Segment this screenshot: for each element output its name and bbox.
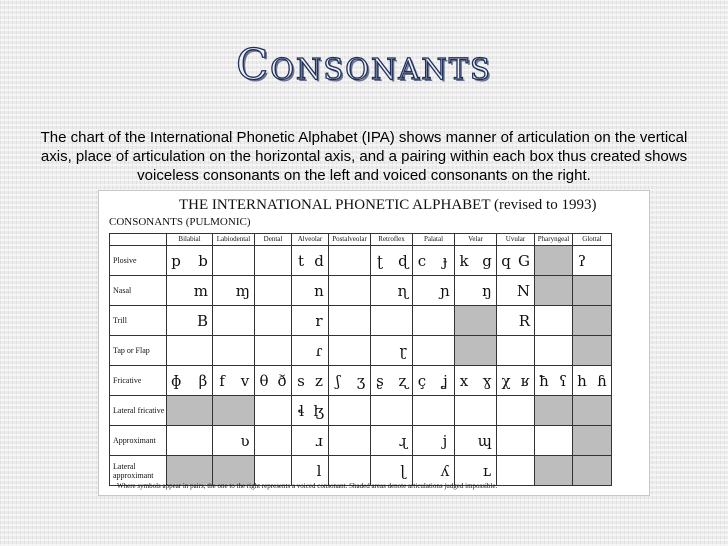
consonant-cell xyxy=(497,426,535,456)
consonant-cell xyxy=(497,276,535,306)
voiced-symbol: n xyxy=(314,281,324,300)
consonant-cell xyxy=(371,426,413,456)
manner-label: Lateral fricative xyxy=(110,396,167,426)
manner-row xyxy=(110,426,612,456)
voiceless-symbol: s xyxy=(297,371,305,390)
voiceless-symbol: t xyxy=(297,251,305,270)
impossible-articulation-cell xyxy=(455,306,497,336)
manner-row xyxy=(110,276,612,306)
consonant-cell xyxy=(329,306,371,336)
consonant-cell xyxy=(255,336,292,366)
impossible-articulation-cell xyxy=(573,276,612,306)
consonant-cell xyxy=(371,456,413,486)
consonant-cell xyxy=(167,306,213,336)
consonant-cell xyxy=(535,336,573,366)
place-header: Uvular xyxy=(497,234,535,246)
place-header: Velar xyxy=(455,234,497,246)
voiced-symbol: ɽ xyxy=(399,341,407,360)
place-header: Labiodental xyxy=(213,234,255,246)
consonant-cell xyxy=(455,276,497,306)
voiced-symbol: ɲ xyxy=(440,281,450,300)
consonant-cell xyxy=(329,426,371,456)
consonant-cell xyxy=(167,366,213,396)
place-header: Alveolar xyxy=(292,234,329,246)
consonant-cell xyxy=(497,396,535,426)
voiced-symbol: ɭ xyxy=(400,461,406,480)
voiceless-symbol: ç xyxy=(417,371,427,390)
ipa-chart-subtitle: CONSONANTS (PULMONIC) xyxy=(109,216,251,228)
voiced-symbol: m xyxy=(193,281,208,300)
voiced-symbol: ɟ xyxy=(442,251,448,270)
consonant-cell xyxy=(329,366,371,396)
voiced-symbol: l xyxy=(316,461,322,480)
consonant-cell xyxy=(213,276,255,306)
impossible-articulation-cell xyxy=(573,426,612,456)
consonant-cell xyxy=(497,306,535,336)
voiceless-symbol: q xyxy=(501,251,511,270)
consonant-cell xyxy=(455,456,497,486)
voiceless-symbol: ɸ xyxy=(171,371,182,390)
consonant-cell xyxy=(413,306,455,336)
impossible-articulation-cell xyxy=(167,456,213,486)
consonant-cell xyxy=(213,246,255,276)
voiceless-symbol: ʂ xyxy=(376,371,384,390)
impossible-articulation-cell xyxy=(213,456,255,486)
impossible-articulation-cell xyxy=(535,276,573,306)
voiceless-symbol: h xyxy=(577,371,587,390)
consonant-cell xyxy=(371,276,413,306)
voiced-symbol: b xyxy=(198,251,208,270)
consonant-cell xyxy=(413,456,455,486)
consonant-cell xyxy=(455,246,497,276)
impossible-articulation-cell xyxy=(535,456,573,486)
voiceless-symbol: ɬ xyxy=(297,401,305,420)
voiced-symbol: g xyxy=(482,251,492,270)
consonant-cell xyxy=(535,426,573,456)
ipa-header-row xyxy=(110,234,612,246)
consonant-cell xyxy=(455,426,497,456)
voiced-symbol: R xyxy=(518,311,530,330)
voiced-symbol: ɮ xyxy=(313,401,324,420)
place-header: Bilabial xyxy=(167,234,213,246)
consonant-cell xyxy=(292,456,329,486)
manner-label: Trill xyxy=(110,306,167,336)
ipa-chart-title: THE INTERNATIONAL PHONETIC ALPHABET (revised to 1993) xyxy=(179,197,597,213)
voiced-symbol: d xyxy=(314,251,324,270)
voiced-symbol: ɻ xyxy=(398,431,408,450)
place-header: Postalveolar xyxy=(329,234,371,246)
manner-row xyxy=(110,456,612,486)
impossible-articulation-cell xyxy=(213,396,255,426)
consonant-cell xyxy=(497,366,535,396)
consonant-cell xyxy=(167,246,213,276)
consonant-cell xyxy=(255,246,292,276)
consonant-cell xyxy=(535,366,573,396)
voiced-symbol: r xyxy=(315,311,323,330)
manner-row xyxy=(110,246,612,276)
consonant-cell xyxy=(371,246,413,276)
consonant-cell xyxy=(413,366,455,396)
manner-row xyxy=(110,366,612,396)
voiceless-symbol: f xyxy=(219,371,225,390)
voiced-symbol: ʋ xyxy=(240,431,250,450)
voiceless-symbol: θ xyxy=(259,371,269,390)
voiced-symbol: ʟ xyxy=(482,461,492,480)
consonant-cell xyxy=(329,456,371,486)
consonant-cell xyxy=(255,276,292,306)
consonant-cell xyxy=(497,246,535,276)
voiced-symbol: ɣ xyxy=(482,371,492,390)
consonant-cell xyxy=(292,246,329,276)
voiceless-symbol: c xyxy=(417,251,427,270)
consonant-cell xyxy=(413,246,455,276)
consonant-cell xyxy=(371,336,413,366)
voiced-symbol: ɳ xyxy=(397,281,408,300)
impossible-articulation-cell xyxy=(535,396,573,426)
voiced-symbol: v xyxy=(240,371,250,390)
ipa-consonant-table xyxy=(109,233,612,486)
impossible-articulation-cell xyxy=(573,336,612,366)
consonant-cell xyxy=(167,276,213,306)
place-header: Dental xyxy=(255,234,292,246)
voiced-symbol: ʒ xyxy=(356,371,366,390)
voiced-symbol: β xyxy=(198,371,208,390)
ipa-chart xyxy=(98,190,650,496)
voiceless-symbol: ħ xyxy=(539,371,549,390)
impossible-articulation-cell xyxy=(573,306,612,336)
place-header: Retroflex xyxy=(371,234,413,246)
place-header: Pharyngeal xyxy=(535,234,573,246)
impossible-articulation-cell xyxy=(573,456,612,486)
consonant-cell xyxy=(213,306,255,336)
voiced-symbol: ɖ xyxy=(398,251,408,270)
voiceless-symbol: ʈ xyxy=(376,251,384,270)
consonant-cell xyxy=(167,336,213,366)
impossible-articulation-cell xyxy=(455,336,497,366)
voiced-symbol: ʁ xyxy=(520,371,530,390)
consonant-cell xyxy=(292,336,329,366)
manner-row xyxy=(110,336,612,366)
voiced-symbol: ɱ xyxy=(235,281,250,300)
voiced-symbol: ɰ xyxy=(477,431,492,450)
consonant-cell xyxy=(213,426,255,456)
consonant-cell xyxy=(573,366,612,396)
manner-row xyxy=(110,306,612,336)
consonant-cell xyxy=(255,456,292,486)
header-corner xyxy=(110,234,167,246)
voiced-symbol: ʐ xyxy=(398,371,408,390)
voiceless-symbol: ʃ xyxy=(335,371,341,390)
voiced-symbol: ɾ xyxy=(315,341,323,360)
consonant-cell xyxy=(329,246,371,276)
consonant-cell xyxy=(255,426,292,456)
ipa-chart-footnote: Where symbols appear in pairs, the one to the right represents a voiced consonant. Shaded areas denote articulations judged impossible. xyxy=(117,482,498,490)
consonant-cell xyxy=(292,276,329,306)
consonant-cell xyxy=(455,366,497,396)
manner-label: Lateral approximant xyxy=(110,456,167,486)
voiced-symbol: ʎ xyxy=(440,461,450,480)
manner-label: Approximant xyxy=(110,426,167,456)
consonant-cell xyxy=(167,426,213,456)
consonant-cell xyxy=(371,366,413,396)
consonant-cell xyxy=(292,396,329,426)
voiced-symbol: ɦ xyxy=(597,371,607,390)
consonant-cell xyxy=(573,246,612,276)
consonant-cell xyxy=(455,396,497,426)
voiced-symbol: ʝ xyxy=(442,371,448,390)
consonant-cell xyxy=(255,306,292,336)
voiced-symbol: G xyxy=(518,251,530,270)
consonant-cell xyxy=(329,276,371,306)
manner-row xyxy=(110,396,612,426)
place-header: Glottal xyxy=(573,234,612,246)
slide-caption: The chart of the International Phonetic Alphabet (IPA) shows manner of articulation on the vertical axis, place of articulation on the horizontal axis, and a pairing within each box thus created shows voiceless consonants on the left and voiced consonants on the right. xyxy=(40,129,688,184)
voiced-symbol: z xyxy=(315,371,323,390)
consonant-cell xyxy=(255,396,292,426)
consonant-cell xyxy=(413,336,455,366)
voiceless-symbol: k xyxy=(459,251,469,270)
impossible-articulation-cell xyxy=(535,246,573,276)
voiced-symbol: B xyxy=(196,311,208,330)
consonant-cell xyxy=(292,426,329,456)
place-header: Palatal xyxy=(413,234,455,246)
consonant-cell xyxy=(255,366,292,396)
voiceless-symbol: χ xyxy=(501,371,511,390)
voiceless-symbol: p xyxy=(171,251,181,270)
consonant-cell xyxy=(213,366,255,396)
slide-title: Consonants xyxy=(236,40,492,89)
consonant-cell xyxy=(329,336,371,366)
voiceless-symbol: x xyxy=(459,371,469,390)
voiced-symbol: N xyxy=(516,281,530,300)
consonant-cell xyxy=(497,336,535,366)
consonant-cell xyxy=(535,306,573,336)
consonant-cell xyxy=(213,336,255,366)
voiced-symbol: j xyxy=(442,431,448,450)
voiced-symbol: ʕ xyxy=(558,371,568,390)
consonant-cell xyxy=(413,396,455,426)
impossible-articulation-cell xyxy=(573,396,612,426)
voiced-symbol: ð xyxy=(277,371,287,390)
voiced-symbol: ɹ xyxy=(315,431,323,450)
manner-label: Fricative xyxy=(110,366,167,396)
consonant-cell xyxy=(292,366,329,396)
voiced-symbol: ŋ xyxy=(482,281,492,300)
consonant-cell xyxy=(413,276,455,306)
manner-label: Tap or Flap xyxy=(110,336,167,366)
consonant-cell xyxy=(497,456,535,486)
manner-label: Nasal xyxy=(110,276,167,306)
consonant-cell xyxy=(371,306,413,336)
voiceless-symbol: ʔ xyxy=(577,251,587,270)
consonant-cell xyxy=(329,396,371,426)
consonant-cell xyxy=(371,396,413,426)
consonant-cell xyxy=(292,306,329,336)
manner-label: Plosive xyxy=(110,246,167,276)
consonant-cell xyxy=(413,426,455,456)
impossible-articulation-cell xyxy=(167,396,213,426)
